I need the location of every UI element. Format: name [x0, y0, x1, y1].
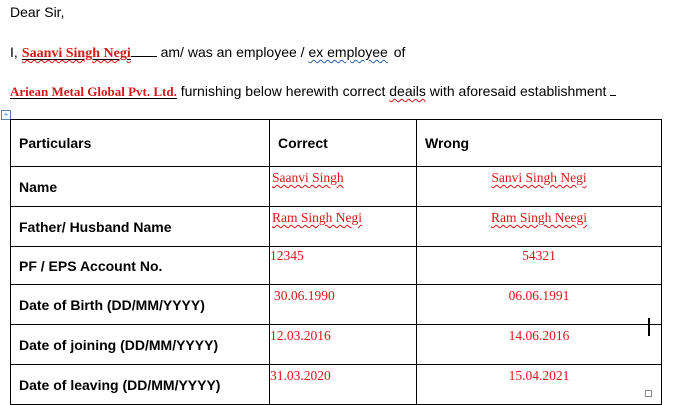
- row-label-pf-eps: PF / EPS Account No.: [11, 247, 270, 285]
- table-move-handle-icon[interactable]: +: [1, 110, 11, 120]
- line1-ex-employee: ex employee: [308, 44, 388, 60]
- table-row: [11, 247, 662, 285]
- cell-correct-pf[interactable]: 12345: [270, 247, 417, 285]
- line2-middle: furnishing below herewith correct: [180, 83, 386, 99]
- table-row: [11, 207, 662, 247]
- table-row: [11, 167, 662, 207]
- line1-middle: am/ was an employee /: [160, 44, 305, 60]
- cell-correct-father-text: Ram Singh Negi: [272, 210, 362, 225]
- cell-correct-doj[interactable]: 12.03.2016: [270, 325, 417, 365]
- line1-prefix: I,: [10, 44, 18, 60]
- particulars-table: [10, 119, 662, 405]
- line2-end: with aforesaid establishment: [429, 83, 607, 99]
- row-label-doj: Date of joining (DD/MM/YYYY): [11, 325, 270, 365]
- cell-wrong-dob[interactable]: 06.06.1991: [417, 285, 662, 325]
- cell-correct-name[interactable]: [270, 167, 417, 207]
- company-name-field[interactable]: Ariean Metal Global Pvt. Ltd.: [10, 84, 177, 99]
- row-label-dob: Date of Birth (DD/MM/YYYY): [11, 285, 270, 325]
- name-blank-underline: [131, 55, 157, 57]
- employee-name-field[interactable]: [22, 46, 131, 61]
- row-label-name: Name: [11, 167, 270, 207]
- cell-wrong-name[interactable]: [417, 167, 662, 207]
- table-header-row: [11, 120, 662, 167]
- cell-wrong-pf[interactable]: 54321: [417, 247, 662, 285]
- row-label-father-husband: Father/ Husband Name: [11, 207, 270, 247]
- line2-trailing-underline: [610, 94, 616, 96]
- text-cursor: [648, 318, 650, 336]
- greeting: Dear Sir,: [10, 4, 65, 20]
- table-row: [11, 325, 662, 365]
- line2-deails: deails: [389, 83, 426, 99]
- header-correct: Correct: [270, 120, 417, 167]
- header-particulars: Particulars: [11, 120, 270, 167]
- cell-correct-dol[interactable]: 31.03.2020: [270, 365, 417, 405]
- table-row: [11, 285, 662, 325]
- line1-of: of: [393, 44, 406, 60]
- declaration-line-1: [10, 44, 405, 62]
- table-resize-handle[interactable]: [645, 390, 652, 397]
- cell-correct-father[interactable]: [270, 207, 417, 247]
- header-wrong: Wrong: [417, 120, 662, 167]
- declaration-line-2: [10, 83, 616, 100]
- cell-correct-name-text: Saanvi Singh: [272, 170, 344, 185]
- table-row: [11, 365, 662, 405]
- cell-wrong-dol[interactable]: 15.04.2021: [417, 365, 662, 405]
- cell-correct-dob[interactable]: 30.06.1990: [270, 285, 417, 325]
- employee-name-text: Saanvi Singh Negi: [21, 46, 131, 61]
- cell-wrong-father-text: Ram Singh Neegi: [491, 210, 587, 225]
- cell-wrong-doj[interactable]: 14.06.2016: [417, 325, 662, 365]
- cell-wrong-father[interactable]: [417, 207, 662, 247]
- row-label-dol: Date of leaving (DD/MM/YYYY): [11, 365, 270, 405]
- cell-wrong-name-text: Sanvi Singh Negi: [491, 170, 587, 185]
